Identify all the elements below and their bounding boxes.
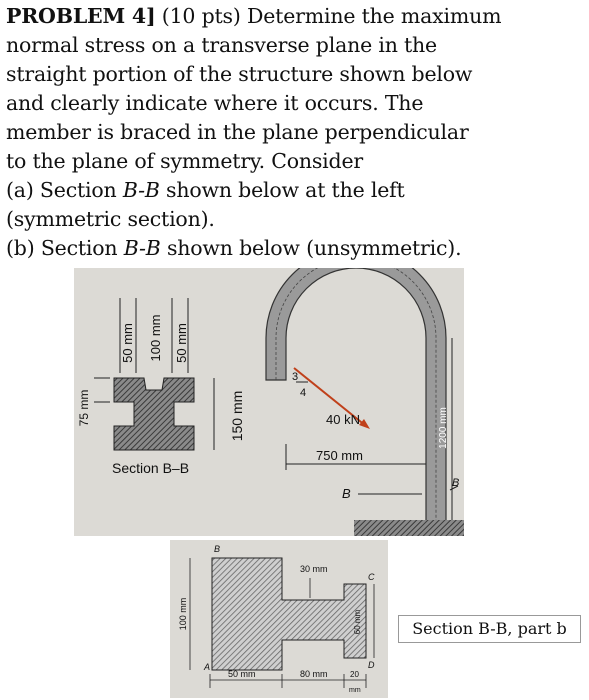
label-A: A [204, 662, 211, 672]
problem-line-2: normal stress on a transverse plane in the [6, 33, 437, 57]
section-b-caption: Section B-B, part b [398, 615, 581, 643]
problem-line-3: straight portion of the structure shown below [6, 62, 473, 86]
dim-100: 100 mm [178, 597, 188, 631]
figure-b-drawing [170, 540, 388, 698]
section-a-shape [114, 378, 194, 450]
part-a-line-1 [6, 176, 586, 205]
part-b-suffix: shown below (unsymmetric). [166, 236, 462, 260]
dim-20: 20 [350, 670, 359, 679]
label-D: D [368, 660, 375, 670]
problem-line-1-rest: Determine the maximum [247, 4, 502, 28]
dim-left-75: 75 mm [77, 389, 91, 427]
problem-line-1 [6, 2, 586, 31]
part-a-section: B-B [122, 178, 160, 202]
problem-line-5: member is braced in the plane perpendicular [6, 120, 469, 144]
dim-top-100: 100 mm [148, 314, 163, 362]
part-b-prefix: (b) Section [6, 236, 118, 260]
dim-60: 60 mm [353, 609, 362, 635]
problem-points: (10 pts) [161, 4, 241, 28]
dim-height-150: 150 mm [229, 390, 245, 442]
slope-4: 4 [300, 387, 307, 399]
figure-b-photo [170, 540, 388, 698]
section-a-caption: Section B–B [112, 460, 190, 476]
part-a-prefix: (a) Section [6, 178, 117, 202]
problem-statement [6, 2, 586, 263]
cut-label-right: B [452, 477, 460, 489]
part-b-line [6, 234, 586, 263]
slope-3: 3 [292, 371, 299, 383]
label-B: B [214, 544, 221, 554]
label-C: C [368, 572, 375, 582]
dim-1200: 1200 mm [438, 407, 449, 449]
cut-label-left: B [342, 486, 351, 501]
problem-line-6: to the plane of symmetry. Consider [6, 149, 363, 173]
part-b-section: B-B [123, 236, 161, 260]
dim-80: 80 mm [300, 669, 328, 679]
dim-50: 50 mm [228, 669, 256, 679]
part-a-suffix: shown below at the left [166, 178, 405, 202]
hook-structure [266, 268, 446, 523]
problem-line-4: and clearly indicate where it occurs. The [6, 91, 424, 115]
part-a-line-2: (symmetric section). [6, 207, 215, 231]
section-b-shape [212, 558, 366, 670]
dim-top-50b: 50 mm [174, 323, 189, 363]
dim-top-50: 50 mm [120, 323, 135, 363]
load-label: 40 kN [326, 412, 360, 427]
ground-support [354, 520, 464, 536]
dim-750: 750 mm [316, 448, 363, 463]
dim-20-unit: mm [349, 687, 361, 694]
figure-a-photo [74, 268, 464, 536]
dim-30: 30 mm [300, 564, 328, 574]
problem-heading: PROBLEM 4] [6, 4, 156, 28]
figure-a-drawing [74, 268, 464, 536]
